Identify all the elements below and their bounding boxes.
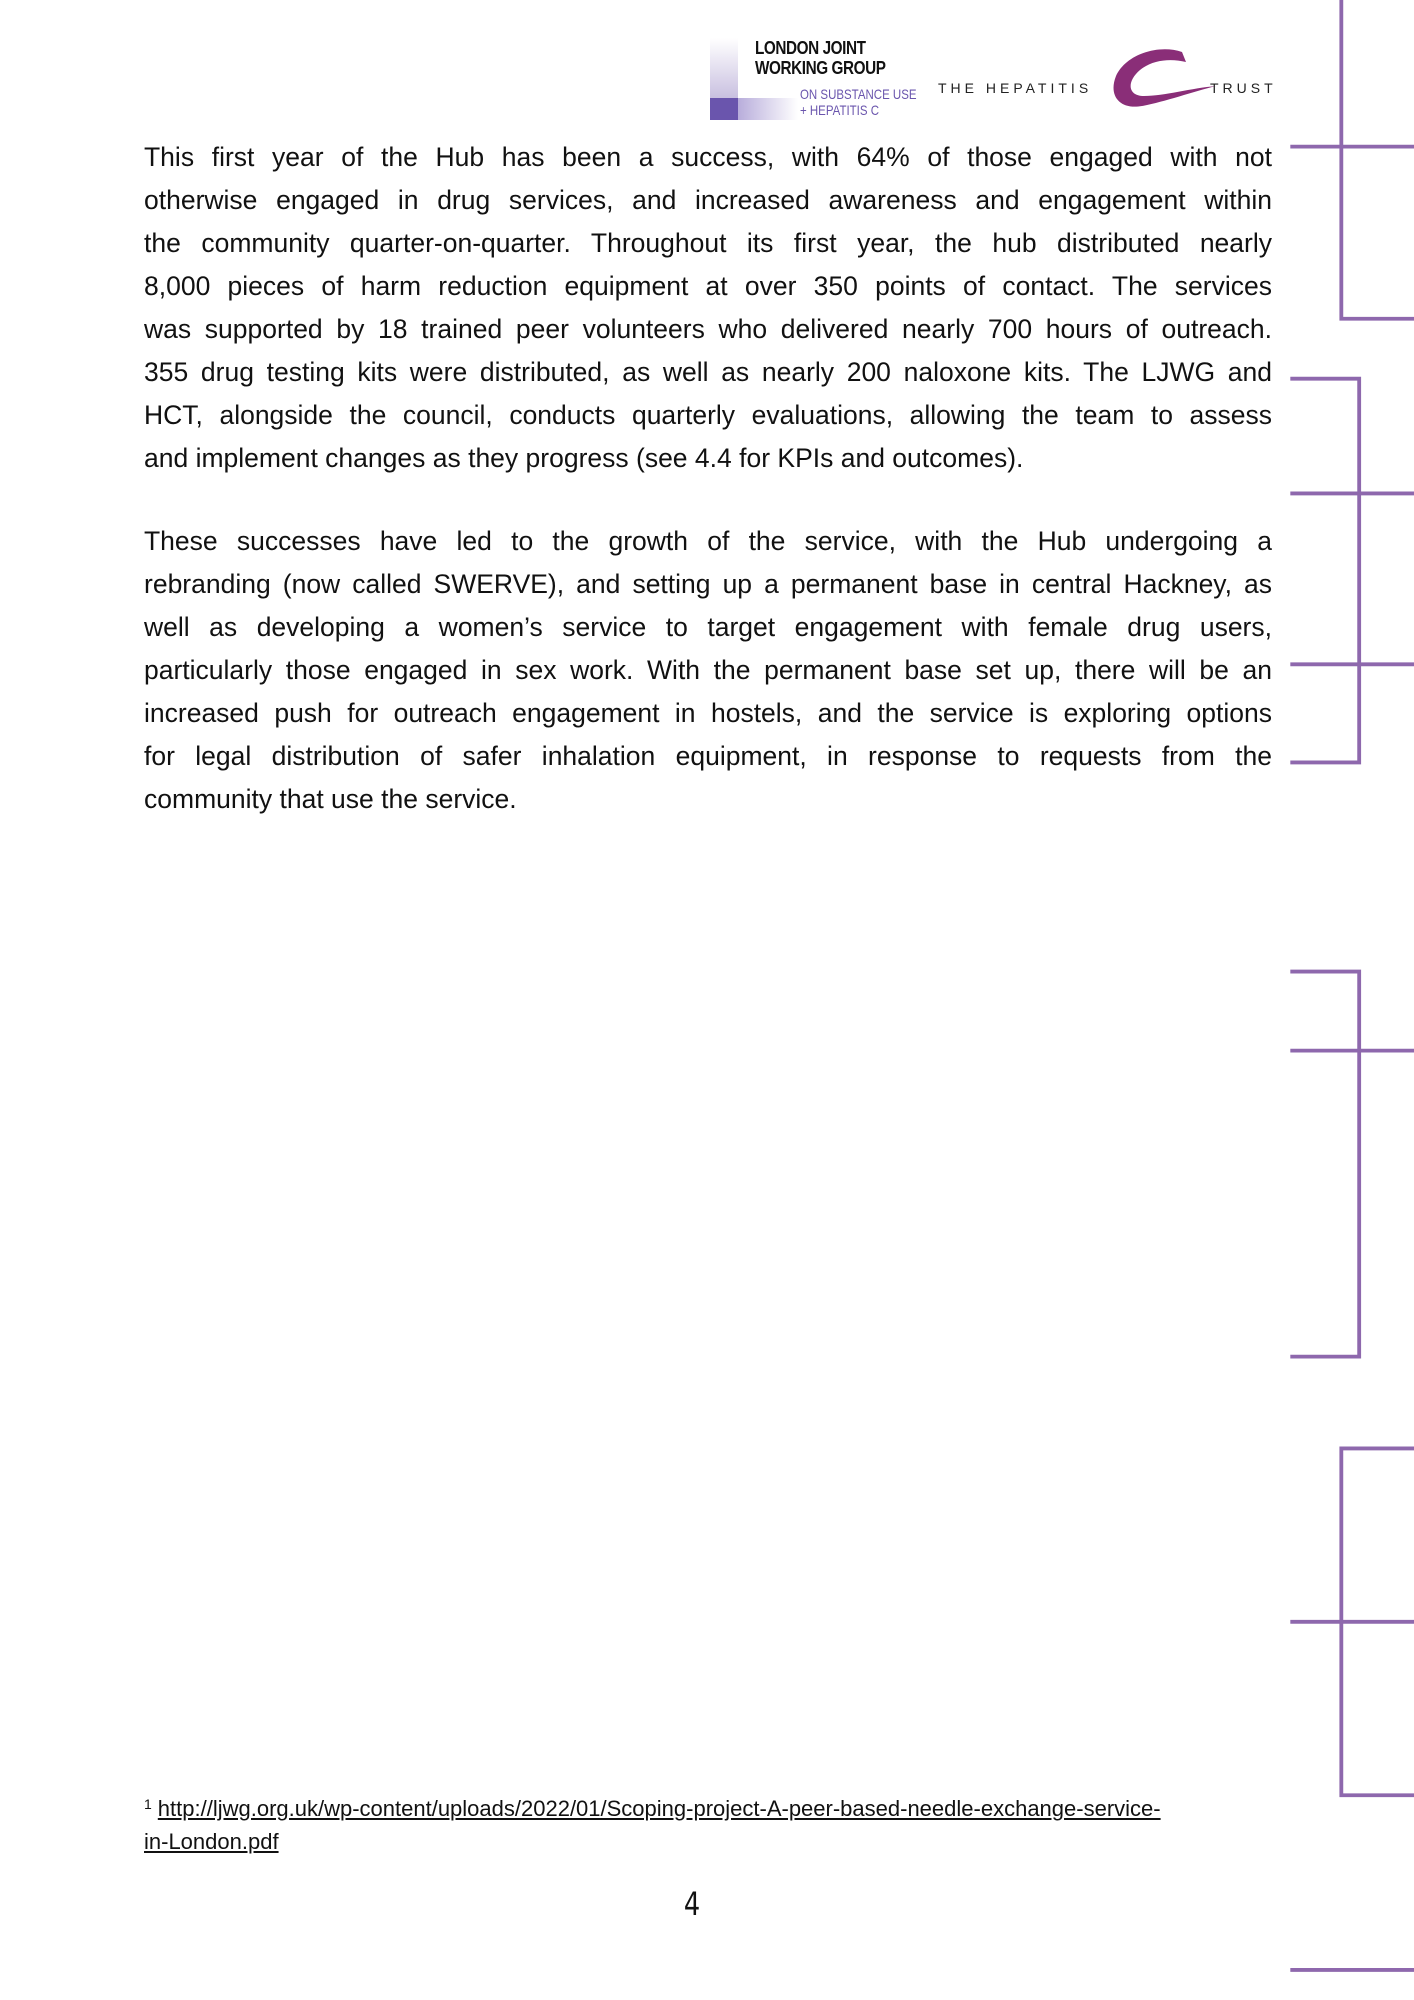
text-line: the community quarter-on-quarter. Throughout its first year, the hub distributed nearly <box>144 228 1272 258</box>
text-line: well as developing a women’s service to target engagement with female drug users, <box>144 612 1272 642</box>
footnote-number: 1 <box>144 1796 152 1812</box>
page-number: 4 <box>683 1885 701 1923</box>
ljwg-logo: LONDON JOINT WORKING GROUP ON SUBSTANCE USE + HEPATITIS C <box>710 38 920 120</box>
text-line: for legal distribution of safer inhalation equipment, in response to requests from the <box>144 741 1272 771</box>
text-line: particularly those engaged in sex work. With the permanent base set up, there will be an <box>144 655 1272 685</box>
paragraph-service-growth <box>144 520 1272 821</box>
text-line: increased push for outreach engagement in hostels, and the service is exploring options <box>144 698 1272 728</box>
text-line: community that use the service. <box>144 784 517 814</box>
text-line: This first year of the Hub has been a success, with 64% of those engaged with not <box>144 142 1272 172</box>
text-line: otherwise engaged in drug services, and increased awareness and engagement within <box>144 185 1272 215</box>
text-line: rebranding (now called SWERVE), and setting up a permanent base in central Hackney, as <box>144 569 1272 599</box>
text-line: and implement changes as they progress (see 4.4 for KPIs and outcomes). <box>144 443 1024 473</box>
hepatitis-trust-logo: THE HEPATITIS TRUST <box>938 46 1278 116</box>
text-line: These successes have led to the growth of the service, with the Hub undergoing a <box>144 526 1272 556</box>
text-line: was supported by 18 trained peer volunteers who delivered nearly 700 hours of outreach. <box>144 314 1272 344</box>
text-line: 8,000 pieces of harm reduction equipment at over 350 points of contact. The services <box>144 271 1272 301</box>
text-line: 355 drug testing kits were distributed, as well as nearly 200 naloxone kits. The LJWG and <box>144 357 1272 387</box>
paragraph-hub-success <box>144 136 1272 480</box>
text-line: HCT, alongside the council, conducts quarterly evaluations, allowing the team to assess <box>144 400 1272 430</box>
hepatitis-c-brush-icon <box>1104 46 1219 114</box>
footnote-link[interactable]: http://ljwg.org.uk/wp-content/uploads/2022/01/Scoping-project-A-peer-based-needle-exchange-service- in-London.pdf <box>144 1796 1161 1854</box>
footnote <box>144 1792 1284 1858</box>
